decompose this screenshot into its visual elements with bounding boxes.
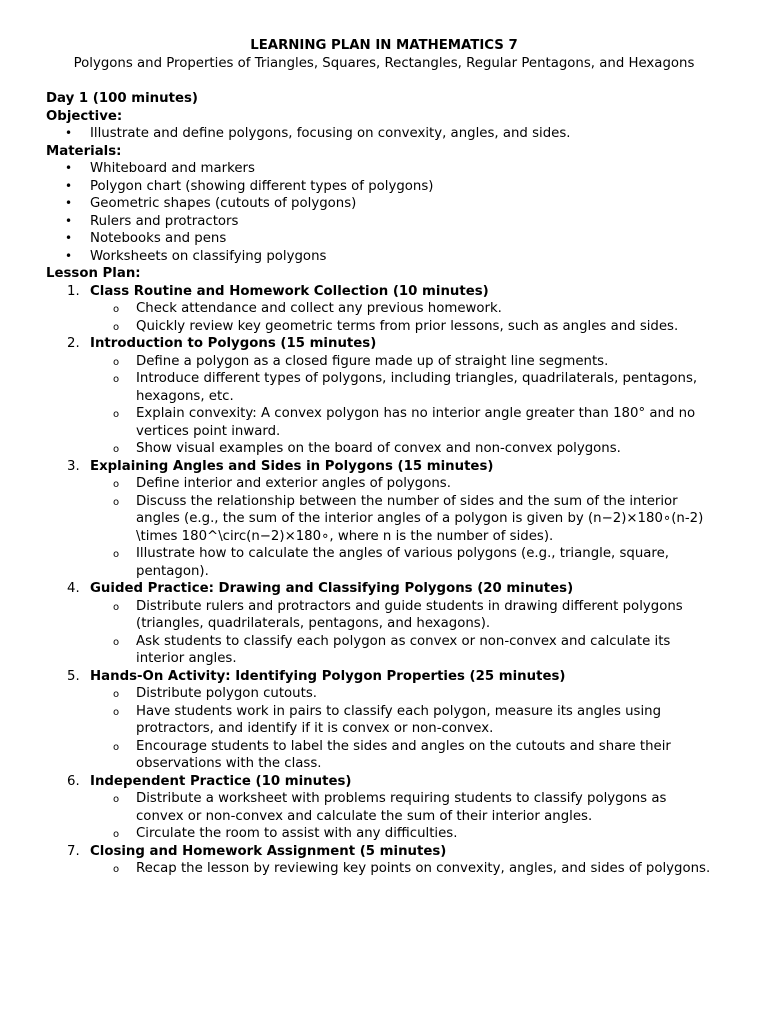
step-detail-text: Introduce different types of polygons, including triangles, quadrilaterals, pentagons, hexagons, etc. bbox=[136, 371, 698, 404]
sub-bullet-marker: o bbox=[113, 304, 120, 315]
step-details-list bbox=[90, 353, 722, 458]
step-detail-item bbox=[90, 475, 722, 493]
sub-bullet-marker: o bbox=[113, 444, 120, 455]
sub-bullet-marker: o bbox=[113, 374, 120, 385]
sub-bullet-marker: o bbox=[113, 321, 120, 333]
step-detail-item bbox=[90, 860, 722, 878]
step-detail-item bbox=[90, 703, 722, 738]
step-detail-text: Distribute a worksheet with problems requiring students to classify polygons as convex or non-convex and calculate the sum of their interior angles. bbox=[136, 791, 667, 824]
step-details-list bbox=[90, 475, 722, 580]
sub-bullet-marker: o bbox=[113, 409, 120, 420]
step-number: 4. bbox=[67, 581, 80, 596]
step-detail-item bbox=[90, 318, 722, 336]
lesson-step bbox=[46, 458, 722, 581]
step-detail-item bbox=[90, 738, 722, 773]
sub-bullet-marker: o bbox=[113, 689, 120, 700]
step-title: Independent Practice (10 minutes) bbox=[90, 773, 352, 789]
sub-bullet-marker: o bbox=[113, 794, 120, 805]
sub-bullet-marker: o bbox=[113, 549, 120, 560]
day-heading: Day 1 (100 minutes) bbox=[46, 91, 198, 106]
step-detail-text: Recap the lesson by reviewing key points on convexity, angles, and sides of polygons. bbox=[136, 861, 711, 876]
step-detail-text: Define interior and exterior angles of polygons. bbox=[136, 476, 451, 491]
step-title: Introduction to Polygons (15 minutes) bbox=[90, 336, 377, 351]
step-details-list bbox=[90, 685, 722, 773]
step-detail-text: Encourage students to label the sides and angles on the cutouts and share their observations with the class. bbox=[136, 738, 671, 771]
step-detail-text: Illustrate how to calculate the angles of various polygons (e.g., triangle, square, pentagon). bbox=[136, 546, 669, 579]
step-number: 3. bbox=[67, 458, 80, 474]
step-detail-item bbox=[90, 598, 722, 633]
step-detail-item bbox=[90, 370, 722, 405]
sub-bullet-marker: o bbox=[113, 496, 120, 508]
lesson-step bbox=[46, 283, 722, 336]
lesson-step bbox=[46, 773, 722, 843]
step-title: Class Routine and Homework Collection (10 minutes) bbox=[90, 283, 489, 299]
step-detail-item bbox=[90, 300, 722, 318]
material-item: • Whiteboard and markers bbox=[46, 160, 722, 178]
step-detail-text: Explain convexity: A convex polygon has no interior angle greater than 180° and no vertices point inward. bbox=[136, 406, 696, 439]
step-detail-item bbox=[90, 493, 722, 546]
step-detail-text: Define a polygon as a closed figure made up of straight line segments. bbox=[136, 353, 609, 369]
step-detail-item bbox=[90, 440, 722, 458]
lesson-step bbox=[46, 843, 722, 878]
step-number: 2. bbox=[67, 336, 80, 351]
objective-item: • Illustrate and define polygons, focusing on convexity, angles, and sides. bbox=[46, 125, 722, 143]
objective-heading: Objective: bbox=[46, 108, 123, 124]
material-item: • Rulers and protractors bbox=[46, 213, 722, 231]
materials-list bbox=[46, 160, 722, 265]
sub-bullet-marker: o bbox=[113, 636, 120, 648]
step-detail-text: Show visual examples on the board of convex and non-convex polygons. bbox=[136, 441, 621, 456]
step-title: Guided Practice: Drawing and Classifying Polygons (20 minutes) bbox=[90, 581, 574, 596]
sub-bullet-marker: o bbox=[113, 706, 120, 718]
material-item: • Worksheets on classifying polygons bbox=[46, 248, 722, 266]
step-title: Hands-On Activity: Identifying Polygon Properties (25 minutes) bbox=[90, 668, 566, 684]
step-detail-item bbox=[90, 353, 722, 371]
objectives-list bbox=[46, 125, 722, 143]
lesson-plan-heading: Lesson Plan: bbox=[46, 266, 141, 281]
step-detail-item bbox=[90, 633, 722, 668]
step-details-list bbox=[90, 300, 722, 335]
material-item: • Notebooks and pens bbox=[46, 230, 722, 248]
step-detail-text: Circulate the room to assist with any difficulties. bbox=[136, 826, 458, 841]
step-title: Explaining Angles and Sides in Polygons (15 minutes) bbox=[90, 458, 494, 474]
step-detail-text: Check attendance and collect any previous homework. bbox=[136, 301, 502, 316]
step-detail-text: Discuss the relationship between the number of sides and the sum of the interior angles (e.g., the sum of the interior angles of a polygon is given by (n−2)×180∘(n-2) \times 180^\circ(n−2)×180∘, where n is the number of sides). bbox=[136, 493, 704, 544]
step-details-list bbox=[90, 790, 722, 843]
sub-bullet-marker: o bbox=[113, 601, 120, 613]
step-number: 1. bbox=[67, 283, 80, 299]
step-details-list bbox=[90, 598, 722, 668]
step-detail-item bbox=[90, 825, 722, 843]
step-detail-text: Quickly review key geometric terms from prior lessons, such as angles and sides. bbox=[136, 318, 679, 334]
sub-bullet-marker: o bbox=[113, 741, 120, 753]
step-number: 6. bbox=[67, 773, 80, 789]
step-detail-text: Distribute rulers and protractors and guide students in drawing different polygons (triangles, quadrilaterals, pentagons, and hexagons). bbox=[136, 598, 683, 631]
step-detail-text: Have students work in pairs to classify each polygon, measure its angles using protractors, and identify if it is convex or non-convex. bbox=[136, 703, 662, 736]
lesson-step bbox=[46, 580, 722, 668]
material-item: • Geometric shapes (cutouts of polygons) bbox=[46, 195, 722, 213]
document-title: LEARNING PLAN IN MATHEMATICS 7 bbox=[250, 38, 518, 53]
lesson-step bbox=[46, 335, 722, 458]
step-number: 5. bbox=[67, 668, 80, 684]
lesson-steps-list bbox=[46, 283, 722, 878]
step-detail-text: Ask students to classify each polygon as convex or non-convex and calculate its interior angles. bbox=[136, 633, 671, 666]
document-subtitle: Polygons and Properties of Triangles, Squares, Rectangles, Regular Pentagons, and Hexagons bbox=[73, 56, 695, 71]
step-detail-item bbox=[90, 790, 722, 825]
material-item: • Polygon chart (showing different types of polygons) bbox=[46, 178, 722, 196]
step-detail-text: Distribute polygon cutouts. bbox=[136, 686, 317, 701]
sub-bullet-marker: o bbox=[113, 356, 120, 368]
step-detail-item bbox=[90, 685, 722, 703]
sub-bullet-marker: o bbox=[113, 479, 120, 490]
step-details-list bbox=[90, 860, 722, 878]
sub-bullet-marker: o bbox=[113, 829, 120, 840]
step-number: 7. bbox=[67, 843, 80, 859]
step-detail-item bbox=[90, 405, 722, 440]
step-title: Closing and Homework Assignment (5 minutes) bbox=[90, 843, 447, 859]
step-detail-item bbox=[90, 545, 722, 580]
materials-heading: Materials: bbox=[46, 143, 122, 159]
lesson-step bbox=[46, 668, 722, 773]
sub-bullet-marker: o bbox=[113, 864, 120, 875]
